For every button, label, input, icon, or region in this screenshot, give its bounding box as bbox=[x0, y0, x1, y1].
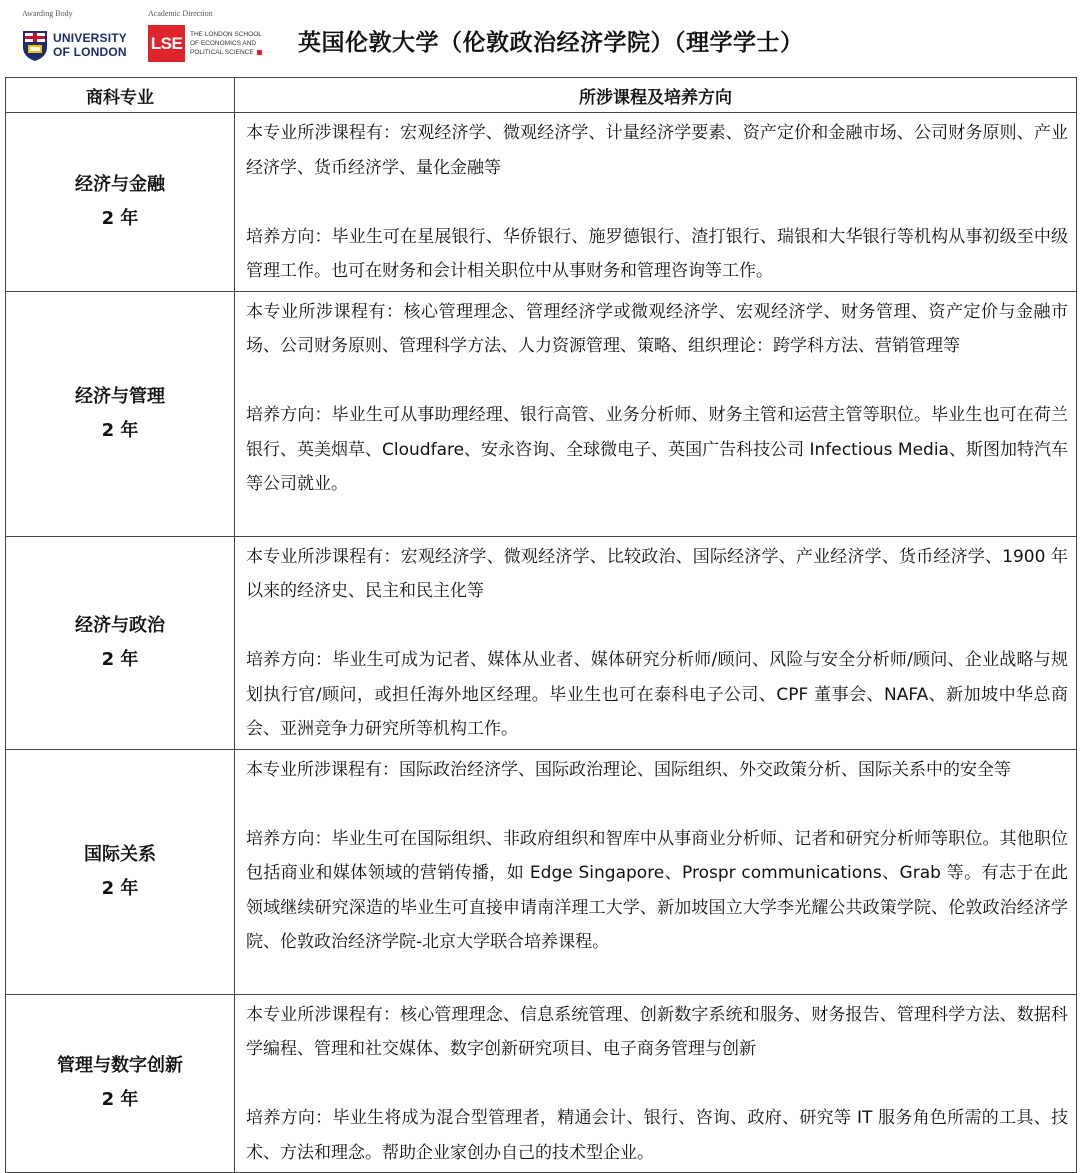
courses-text: 本专业所涉课程有：宏观经济学、微观经济学、比较政治、国际经济学、产业经济学、货币经济学、1900 年以来的经济史、民主和民主化等 bbox=[246, 546, 1068, 601]
description-cell bbox=[235, 536, 1077, 749]
major-name: 经济与管理 bbox=[75, 385, 165, 407]
major-duration: 2 年 bbox=[101, 877, 139, 899]
description-cell bbox=[235, 113, 1077, 292]
courses-text: 本专业所涉课程有：核心管理理念、信息系统管理、创新数字系统和服务、财务报告、管理科学方法、数据科学编程、管理和社交媒体、数字创新研究项目、电子商务管理与创新 bbox=[246, 1004, 1068, 1059]
description-cell bbox=[235, 994, 1077, 1173]
table-row bbox=[6, 994, 1077, 1173]
university-of-london-wordmark: UNIVERSITY OF LONDON bbox=[53, 31, 128, 59]
description-cell bbox=[235, 749, 1077, 994]
major-duration: 2 年 bbox=[101, 419, 139, 441]
major-duration: 2 年 bbox=[101, 207, 139, 229]
major-cell bbox=[6, 536, 235, 749]
table-header-row bbox=[6, 78, 1077, 113]
column-header-courses: 所涉课程及培养方向 bbox=[235, 78, 1077, 113]
column-header-major: 商科专业 bbox=[6, 78, 235, 113]
description-cell bbox=[235, 291, 1077, 536]
direction-text: 培养方向：毕业生可在星展银行、华侨银行、施罗德银行、渣打银行、瑞银和大华银行等机构从事初级至中级管理工作。也可在财务和会计相关职位中从事财务和管理咨询等工作。 bbox=[246, 226, 1068, 281]
direction-text: 培养方向：毕业生可从事助理经理、银行高管、业务分析师、财务主管和运营主管等职位。毕业生也可在荷兰银行、英美烟草、Cloudfare、安永咨询、全球微电子、英国广告科技公司 Infectious Media、斯图加特汽车等公司就业。 bbox=[246, 405, 1068, 494]
courses-text: 本专业所涉课程有：宏观经济学、微观经济学、计量经济学要素、资产定价和金融市场、公司财务原则、产业经济学、货币经济学、量化金融等 bbox=[246, 123, 1068, 178]
courses-text: 本专业所涉课程有：国际政治经济学、国际政治理论、国际组织、外交政策分析、国际关系中的安全等 bbox=[246, 759, 1011, 780]
academic-direction-label: Academic Direction bbox=[148, 9, 213, 18]
major-name: 经济与金融 bbox=[75, 173, 165, 195]
lse-wordmark: THE LONDON SCHOOL OF ECONOMICS AND POLITICAL SCIENCE bbox=[190, 31, 262, 56]
program-table bbox=[5, 77, 1077, 1173]
table-row bbox=[6, 749, 1077, 994]
page-header bbox=[0, 0, 1080, 78]
major-cell bbox=[6, 994, 235, 1173]
awarding-body-label: Awarding Body bbox=[22, 9, 73, 18]
table-row bbox=[6, 291, 1077, 536]
table-row bbox=[6, 536, 1077, 749]
university-of-london-crest-icon bbox=[22, 30, 48, 62]
major-cell bbox=[6, 113, 235, 292]
page-title: 英国伦敦大学（伦敦政治经济学院）（理学学士） bbox=[298, 30, 804, 56]
table-row bbox=[6, 113, 1077, 292]
direction-text: 培养方向：毕业生将成为混合型管理者，精通会计、银行、咨询、政府、研究等 IT 服务角色所需的工具、技术、方法和理念。帮助企业家创办自己的技术型企业。 bbox=[246, 1108, 1068, 1163]
major-duration: 2 年 bbox=[101, 1089, 139, 1111]
major-duration: 2 年 bbox=[101, 648, 139, 670]
major-name: 经济与政治 bbox=[75, 614, 165, 636]
lse-square-icon bbox=[257, 50, 262, 55]
direction-text: 培养方向：毕业生可在国际组织、非政府组织和智库中从事商业分析师、记者和研究分析师等职位。其他职位包括商业和媒体领域的营销传播，如 Edge Singapore、Prospr communications、Grab 等。有志于在此领域继续研究深造的毕业生可直接申请南洋理工大学、新加坡国立大学李光耀公共政策学院、伦敦政治经济学院、伦敦政治经济学院-北京大学联合培养课程。 bbox=[246, 828, 1068, 952]
major-cell bbox=[6, 749, 235, 994]
courses-text: 本专业所涉课程有：核心管理理念、管理经济学或微观经济学、宏观经济学、财务管理、资产定价与金融市场、公司财务原则、管理科学方法、人力资源管理、策略、组织理论：跨学科方法、营销管理等 bbox=[246, 301, 1068, 356]
major-name: 国际关系 bbox=[84, 843, 156, 865]
major-cell bbox=[6, 291, 235, 536]
lse-logo: LSE bbox=[148, 25, 185, 62]
major-name: 管理与数字创新 bbox=[57, 1055, 183, 1077]
direction-text: 培养方向：毕业生可成为记者、媒体从业者、媒体研究分析师/顾问、风险与安全分析师/顾问、企业战略与规划执行官/顾问，或担任海外地区经理。毕业生也可在泰科电子公司、CPF 董事会、NAFA、新加坡中华总商会、亚洲竞争力研究所等机构工作。 bbox=[246, 650, 1068, 739]
